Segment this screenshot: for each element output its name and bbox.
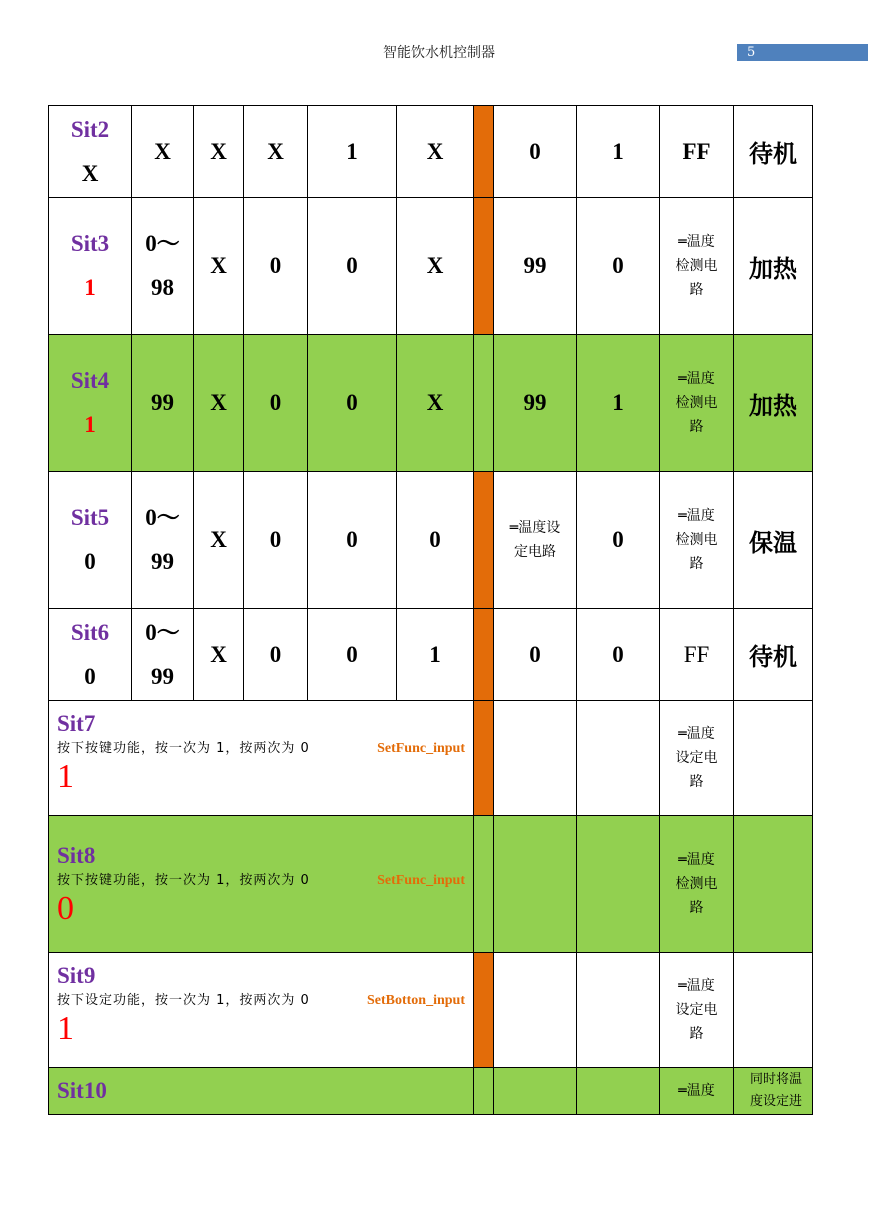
sit-description	[57, 739, 465, 759]
table-cell	[132, 609, 194, 701]
table-cell: X	[132, 106, 194, 198]
sit-description-cell	[49, 816, 474, 953]
orange-separator	[474, 106, 494, 198]
sit-cell	[49, 609, 132, 701]
document-header-title: 智能饮水机控制器	[383, 45, 495, 61]
sit-description-cell	[49, 701, 474, 816]
table-cell: X	[194, 335, 244, 472]
sit-value: 1	[84, 275, 96, 300]
circuit-line: 检测电	[675, 532, 718, 548]
page-number-badge	[737, 44, 868, 61]
table-cell	[577, 816, 660, 953]
range-start: 0～	[145, 231, 180, 256]
table-cell: FF	[660, 106, 734, 198]
circuit-line: ═温度	[678, 978, 715, 994]
circuit-line: 定电路	[514, 544, 556, 560]
sit-description-text: 按下按键功能，按一次为 1，按两次为 0	[57, 873, 310, 888]
orange-separator	[474, 472, 494, 609]
table-cell: X	[397, 106, 474, 198]
orange-separator	[474, 953, 494, 1068]
table-cell: 0	[244, 335, 308, 472]
table-cell: 0	[577, 609, 660, 701]
circuit-cell: ═温度	[660, 1068, 734, 1115]
table-cell	[734, 816, 813, 953]
function-name: SetFunc_input	[377, 741, 465, 756]
table-cell: X	[194, 198, 244, 335]
table-cell: X	[397, 335, 474, 472]
sit-description-text: 按下按键功能，按一次为 1，按两次为 0	[57, 741, 310, 756]
table-cell: 99	[132, 335, 194, 472]
sit-name: Sit9	[57, 963, 96, 988]
table-cell: X	[397, 198, 474, 335]
mode-cell: 待机	[734, 609, 813, 701]
table-cell: 0	[244, 198, 308, 335]
sit-cell	[49, 198, 132, 335]
table-cell: 0	[244, 609, 308, 701]
mode-cell: 加热	[734, 198, 813, 335]
sit-value: 0	[84, 663, 96, 689]
table-cell	[494, 701, 577, 816]
circuit-line: 设定电	[675, 1002, 718, 1018]
orange-separator	[474, 198, 494, 335]
setting-circuit-cell	[494, 472, 577, 609]
state-table	[48, 105, 813, 1115]
sit-description	[57, 991, 465, 1011]
mode-cell: 待机	[734, 106, 813, 198]
circuit-line: ═温度	[678, 234, 715, 250]
circuit-line: 检测电	[675, 395, 718, 411]
table-row	[49, 106, 813, 198]
table-cell	[577, 953, 660, 1068]
table-cell: 0	[244, 472, 308, 609]
note-line: 度设定进	[749, 1094, 802, 1109]
orange-separator	[474, 609, 494, 701]
range-end: 99	[151, 549, 174, 574]
circuit-line: 路	[689, 1026, 704, 1042]
circuit-line: 检测电	[675, 258, 718, 274]
function-name: SetFunc_input	[377, 873, 465, 888]
circuit-line: 路	[689, 282, 704, 298]
table-cell	[132, 198, 194, 335]
table-cell: 0	[494, 106, 577, 198]
table-cell	[494, 816, 577, 953]
table-cell: 0	[577, 198, 660, 335]
table-row	[49, 472, 813, 609]
circuit-cell	[660, 472, 734, 609]
table-cell: X	[194, 106, 244, 198]
table-row	[49, 335, 813, 472]
sit-description-cell	[49, 953, 474, 1068]
circuit-line: ═温度	[678, 852, 715, 868]
function-name: SetBotton_input	[366, 993, 465, 1008]
table-row	[49, 198, 813, 335]
sit-value: 1	[57, 758, 74, 795]
table-cell: 0	[494, 609, 577, 701]
circuit-cell	[660, 953, 734, 1068]
sit-name: Sit8	[57, 843, 96, 868]
table-cell	[577, 1068, 660, 1115]
page-number: 5	[747, 45, 756, 60]
sit-cell	[49, 472, 132, 609]
table-cell: 0	[577, 472, 660, 609]
table-row	[49, 1068, 813, 1115]
circuit-line: ═温度	[678, 508, 715, 524]
range-end: 98	[151, 275, 174, 300]
sit-value: 1	[57, 1010, 74, 1047]
table-cell	[132, 472, 194, 609]
sit-description-cell	[49, 1068, 474, 1115]
sit-value: 1	[84, 412, 96, 437]
table-cell: 99	[494, 335, 577, 472]
sit-value: 0	[57, 890, 74, 927]
circuit-line: 路	[689, 774, 704, 790]
table-cell: X	[194, 609, 244, 701]
table-cell: X	[194, 472, 244, 609]
green-separator	[474, 816, 494, 953]
table-row	[49, 953, 813, 1068]
sit-description	[57, 871, 465, 891]
circuit-line: ═温度	[678, 726, 715, 742]
range-start: 0～	[145, 505, 180, 530]
sit-value: 0	[84, 549, 96, 574]
range-start: 0～	[145, 619, 180, 645]
sit-cell	[49, 335, 132, 472]
table-cell: FF	[660, 609, 734, 701]
note-cell	[734, 1068, 813, 1115]
sit-cell	[49, 106, 132, 198]
mode-cell: 保温	[734, 472, 813, 609]
circuit-cell	[660, 701, 734, 816]
circuit-line: ═温度设	[509, 520, 561, 536]
circuit-line: 路	[689, 900, 704, 916]
green-separator	[474, 335, 494, 472]
circuit-cell	[660, 198, 734, 335]
table-cell: 1	[577, 106, 660, 198]
sit-name: Sit3	[70, 231, 110, 256]
sit-description-text: 按下设定功能，按一次为 1，按两次为 0	[57, 993, 310, 1008]
table-cell: X	[244, 106, 308, 198]
table-row	[49, 701, 813, 816]
sit-name: Sit2	[70, 116, 110, 142]
circuit-line: 设定电	[675, 750, 718, 766]
table-cell: 99	[494, 198, 577, 335]
table-cell: 0	[308, 609, 397, 701]
table-cell: 0	[308, 335, 397, 472]
circuit-cell	[660, 816, 734, 953]
table-row	[49, 609, 813, 701]
table-cell: 1	[397, 609, 474, 701]
table-cell: 1	[308, 106, 397, 198]
note-line: 同时将温	[749, 1072, 802, 1087]
table-cell	[734, 701, 813, 816]
table-cell: 0	[308, 472, 397, 609]
circuit-line: 检测电	[675, 876, 718, 892]
table-cell	[734, 953, 813, 1068]
sit-name: Sit7	[57, 711, 96, 736]
sit-name: Sit5	[70, 505, 110, 530]
range-end: 99	[151, 663, 174, 689]
circuit-line: 路	[689, 419, 704, 435]
circuit-line: ═温度	[678, 371, 715, 387]
sit-name: Sit6	[70, 619, 110, 645]
table-cell	[494, 953, 577, 1068]
green-separator	[474, 1068, 494, 1115]
table-cell: 0	[308, 198, 397, 335]
table-cell: 1	[577, 335, 660, 472]
sit-name: Sit10	[57, 1078, 107, 1103]
sit-name: Sit4	[70, 368, 110, 393]
circuit-cell	[660, 335, 734, 472]
circuit-line: 路	[689, 556, 704, 572]
table-cell: 0	[397, 472, 474, 609]
mode-cell: 加热	[734, 335, 813, 472]
table-cell	[494, 1068, 577, 1115]
sit-value: X	[81, 160, 99, 186]
table-cell	[577, 701, 660, 816]
orange-separator	[474, 701, 494, 816]
table-row	[49, 816, 813, 953]
